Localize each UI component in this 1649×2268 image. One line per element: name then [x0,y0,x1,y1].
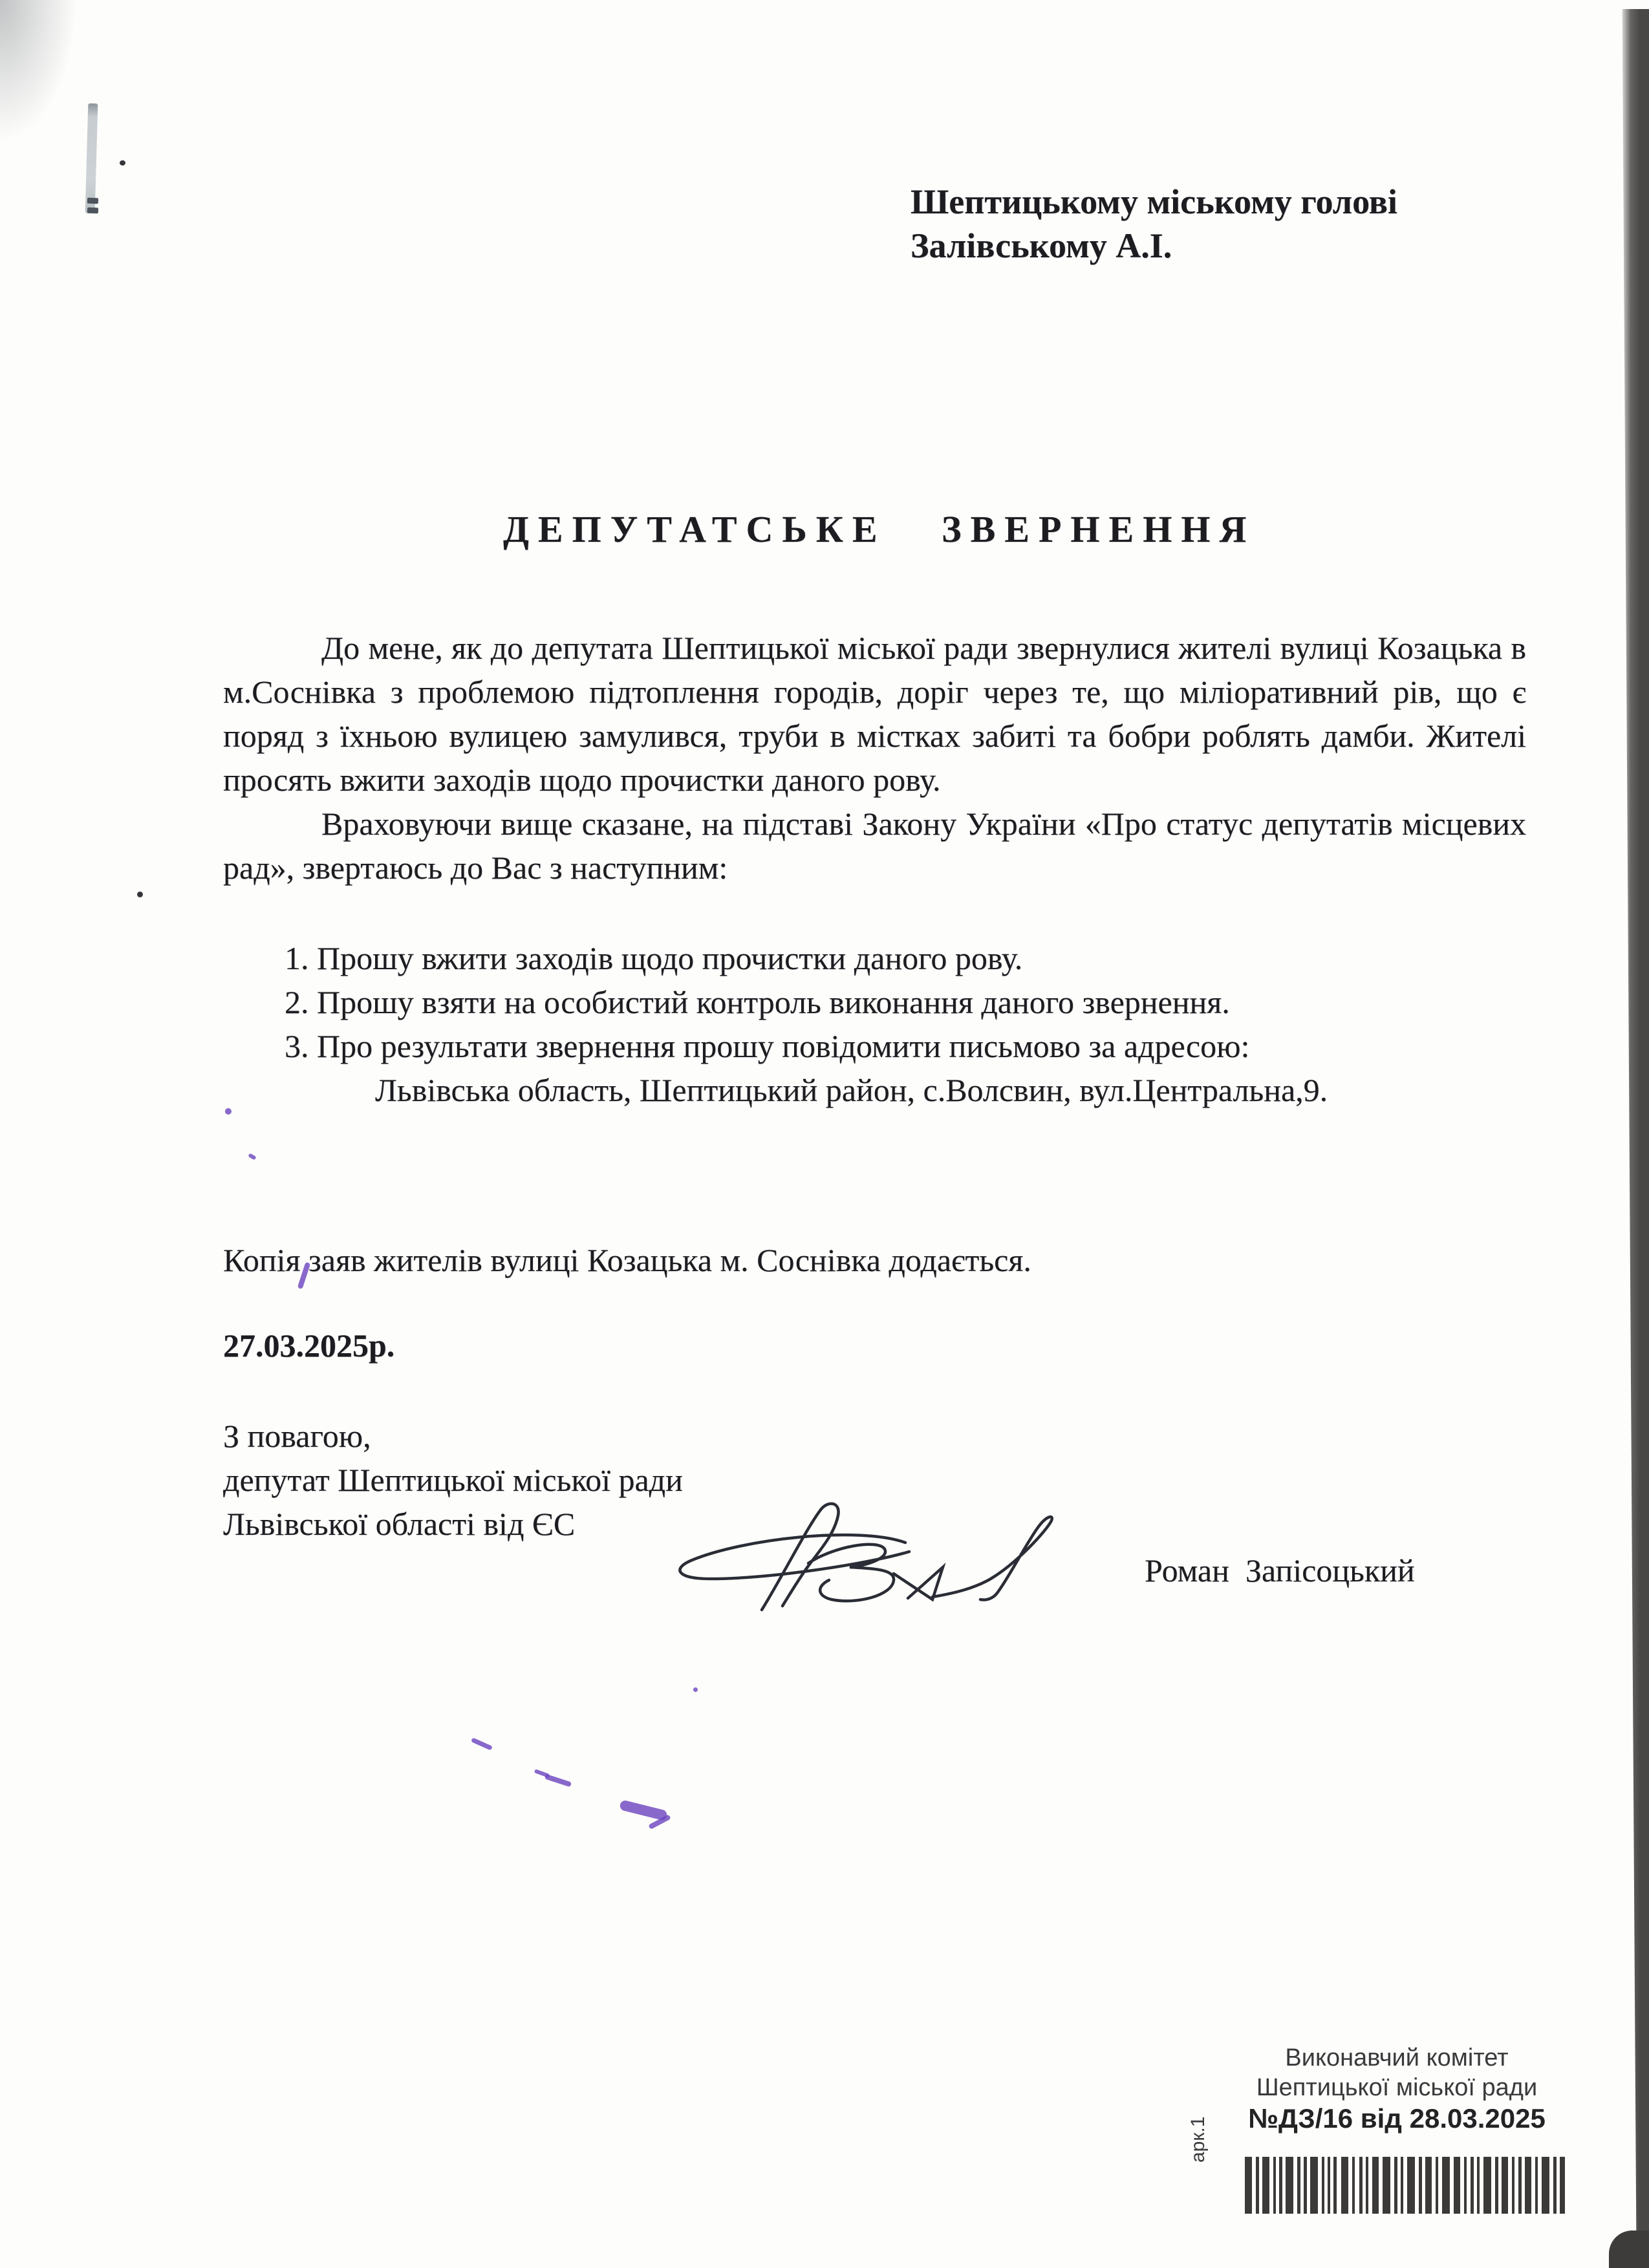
recipient-line: Шептицькому міському голові [911,182,1397,221]
scan-edge-band [1619,9,1649,2268]
ink-speck [120,160,125,166]
closing-line: депутат Шептицької міської ради [223,1462,683,1498]
registration-stamp [1229,2043,1565,2134]
closing-line: Львівської області від ЄС [223,1506,576,1542]
scan-corner-shade [0,0,78,142]
barcode [1245,2157,1565,2214]
sheet-number-label: арк.1 [1187,2116,1209,2163]
pen-mark [544,1774,572,1788]
document-body [223,626,1526,1546]
staple-mark [85,103,98,213]
closing-line: З повагою, [223,1418,371,1454]
paragraph: До мене, як до депутата Шептицької міської ради звернулися жителі вулиці Козацька в м.Соснівка з проблемою підтоплення городів, доріг через те, що міліоративний рів, що є поряд з їхньою вулицею замулився, труби в містках забиті та бобри роблять дамби. Жителі просять вжити заходів щодо прочистки даного рову. [223,630,1526,798]
staple-mark-tick [87,208,98,214]
list-item: 2. Прошу взяти на особистий контроль виконання даного звернення. [285,984,1230,1020]
recipient-block [911,180,1397,268]
pen-mark [471,1737,493,1750]
list-item: 3. Про результати звернення прошу повідомити письмово за адресою: [285,1028,1250,1064]
staple-mark-tick [87,198,98,204]
recipient-line: Залівському А.І. [911,226,1172,265]
document-title: ДЕПУТАТСЬКЕ ЗВЕРНЕННЯ [503,508,1256,550]
stamp-org-line: Шептицької міської ради [1256,2074,1538,2101]
stamp-org-line: Виконавчий комітет [1285,2044,1509,2071]
request-list [223,936,1526,1112]
paragraph: Враховуючи вище сказане, на підставі Закону України «Про статус депутатів місцевих рад», звертаюсь до Вас з наступним: [223,806,1526,886]
signer-name: Роман Запісоцький [1145,1552,1415,1589]
scan-corner-blob [1609,2231,1649,2268]
reply-address: Львівська область, Шептицький район, с.Волсвин, вул.Центральна,9. [375,1072,1328,1108]
pen-mark [693,1687,698,1692]
document-date: 27.03.2025р. [223,1327,395,1364]
list-item: 1. Прошу вжити заходів щодо прочистки даного рову. [285,940,1023,976]
signature [671,1501,1066,1621]
ink-speck [137,892,143,897]
stamp-registration-number: №ДЗ/16 від 28.03.2025 [1248,2103,1546,2134]
attachment-note: Копія заяв жителів вулиці Козацька м. Соснівка додається. [223,1242,1031,1278]
